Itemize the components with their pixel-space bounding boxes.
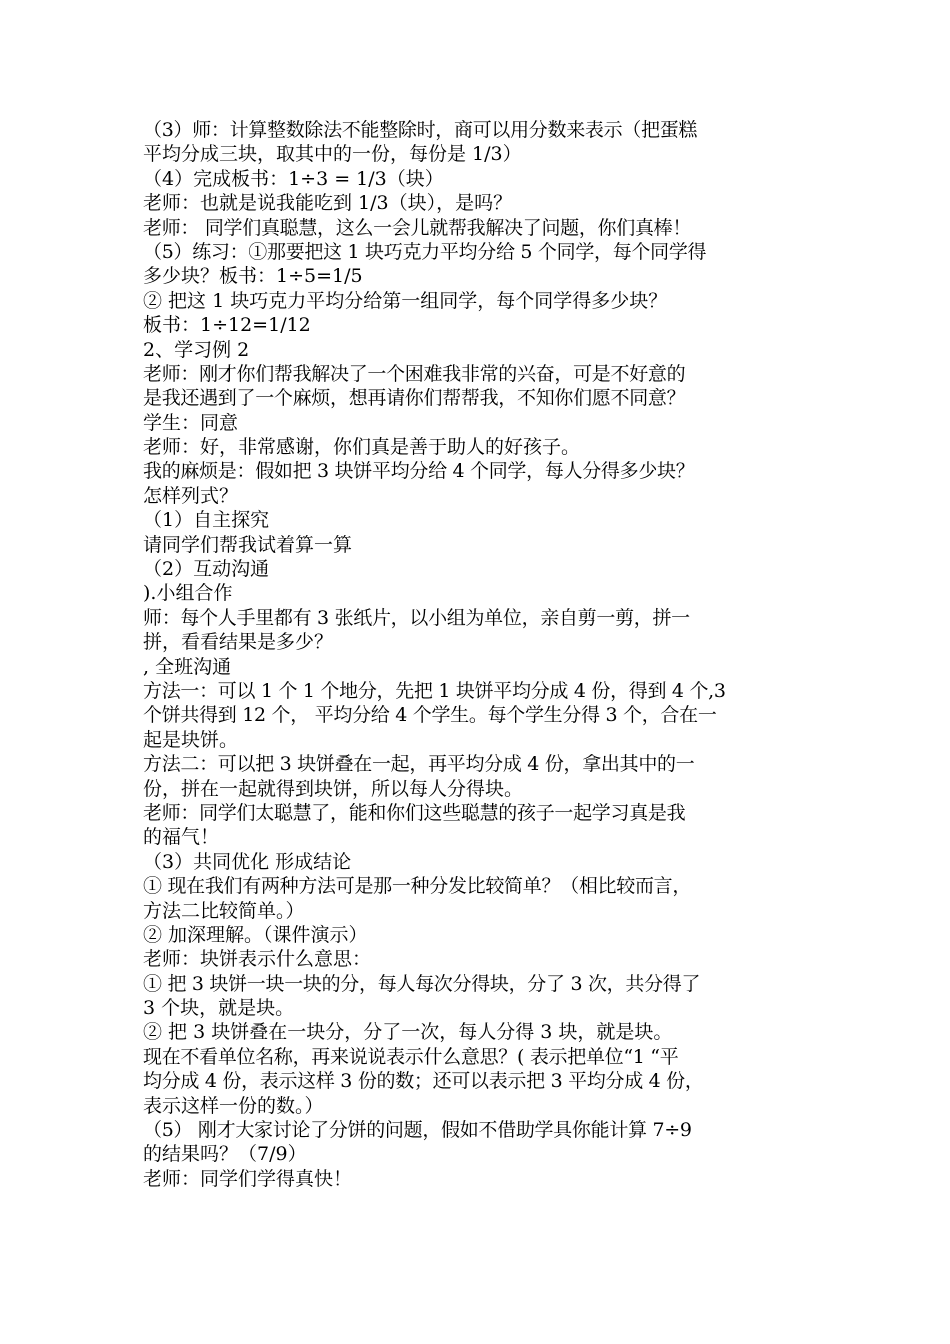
text-line: 份，拼在一起就得到块饼，所以每人分得块。 [143,777,524,800]
text-line: 现在不看单位名称，再来说说表示什么意思？( 表示把单位“1 “平 [143,1045,679,1068]
text-line: （5）练习：①那要把这 1 块巧克力平均分给 5 个同学，每个同学得 [143,240,707,263]
text-line: （3）师：计算整数除法不能整除时，商可以用分数来表示（把蛋糕 [143,119,698,141]
text-line: 请同学们帮我试着算一算 [143,533,353,556]
text-line: 多少块？板书：1÷5=1/5 [143,265,363,288]
text-line: 3 个块，就是块。 [143,997,295,1020]
text-line: （5） 刚才大家讨论了分饼的问题，假如不借助学具你能计算 7÷9 [143,1119,692,1142]
text-line: 怎样列式？ [143,484,239,507]
text-line: （2）互动沟通 [143,558,270,581]
section-heading: 2、学习例 2 [143,338,250,361]
lesson-text-body [143,118,813,1191]
text-line: 拼，看看结果是多少？ [143,631,334,654]
text-line: 板书：1÷12=1/12 [143,314,311,337]
text-line: 我的麻烦是：假如把 3 块饼平均分给 4 个同学，每人分得多少块？ [143,460,695,483]
text-line: 表示这样一份的数。） [143,1094,324,1117]
text-line: ② 把 3 块饼叠在一块分，分了一次，每人分得 3 块，就是块。 [143,1021,673,1044]
text-line: ② 把这 1 块巧克力平均分给第一组同学，每个同学得多少块？ [143,289,668,312]
text-line: （3）共同优化 形成结论 [143,850,352,873]
text-line: 平均分成三块，取其中的一份，每份是 1/3） [143,143,522,166]
text-line: 均分成 4 份，表示这样 3 份的数；还可以表示把 3 平均分成 4 份， [143,1070,704,1093]
text-line: 方法一：可以 1 个 1 个地分，先把 1 块饼平均分成 4 份，得到 4 个,3 [143,679,726,702]
text-line: 方法二比较简单。） [143,899,305,922]
text-line: 老师： 同学们真聪慧，这么一会儿就帮我解决了问题，你们真棒！ [143,216,692,239]
text-line: 学生：同意 [143,411,239,434]
text-line: 老师：刚才你们帮我解决了一个困难我非常的兴奋，可是不好意的 [143,362,686,385]
text-line: ).小组合作 [143,582,233,605]
text-line: 起是块饼。 [143,728,239,751]
text-line: ① 把 3 块饼一块一块的分，每人每次分得块，分了 3 次，共分得了 [143,972,701,995]
text-line: 老师：同学们学得真快！ [143,1167,353,1190]
text-line: ① 现在我们有两种方法可是那一种分发比较简单？（相比较而言， [143,875,692,898]
text-line: 是我还遇到了一个麻烦，想再请你们帮帮我，不知你们愿不同意？ [143,387,686,410]
text-line: 的福气！ [143,826,220,849]
text-line: 的结果吗？（7/9） [143,1143,307,1166]
text-line: （4）完成板书：1÷3 = 1/3（块） [143,167,444,190]
text-line: , 全班沟通 [143,655,232,678]
text-line: ② 加深理解。（课件演示） [143,923,368,946]
text-line: 老师：好，非常感谢，你们真是善于助人的好孩子。 [143,436,581,459]
text-line: 老师：也就是说我能吃到 1/3（块），是吗？ [143,192,513,215]
text-line: （1）自主探究 [143,509,270,532]
text-line: 个饼共得到 12 个， 平均分给 4 个学生。每个学生分得 3 个，合在一 [143,704,717,727]
text-line: 老师：同学们太聪慧了，能和你们这些聪慧的孩子一起学习真是我 [143,801,686,824]
text-line: 方法二：可以把 3 块饼叠在一起，再平均分成 4 份，拿出其中的一 [143,753,695,776]
text-line: 老师：块饼表示什么意思： [143,948,372,971]
text-line: 师：每个人手里都有 3 张纸片，以小组为单位，亲自剪一剪，拼一 [143,606,690,629]
